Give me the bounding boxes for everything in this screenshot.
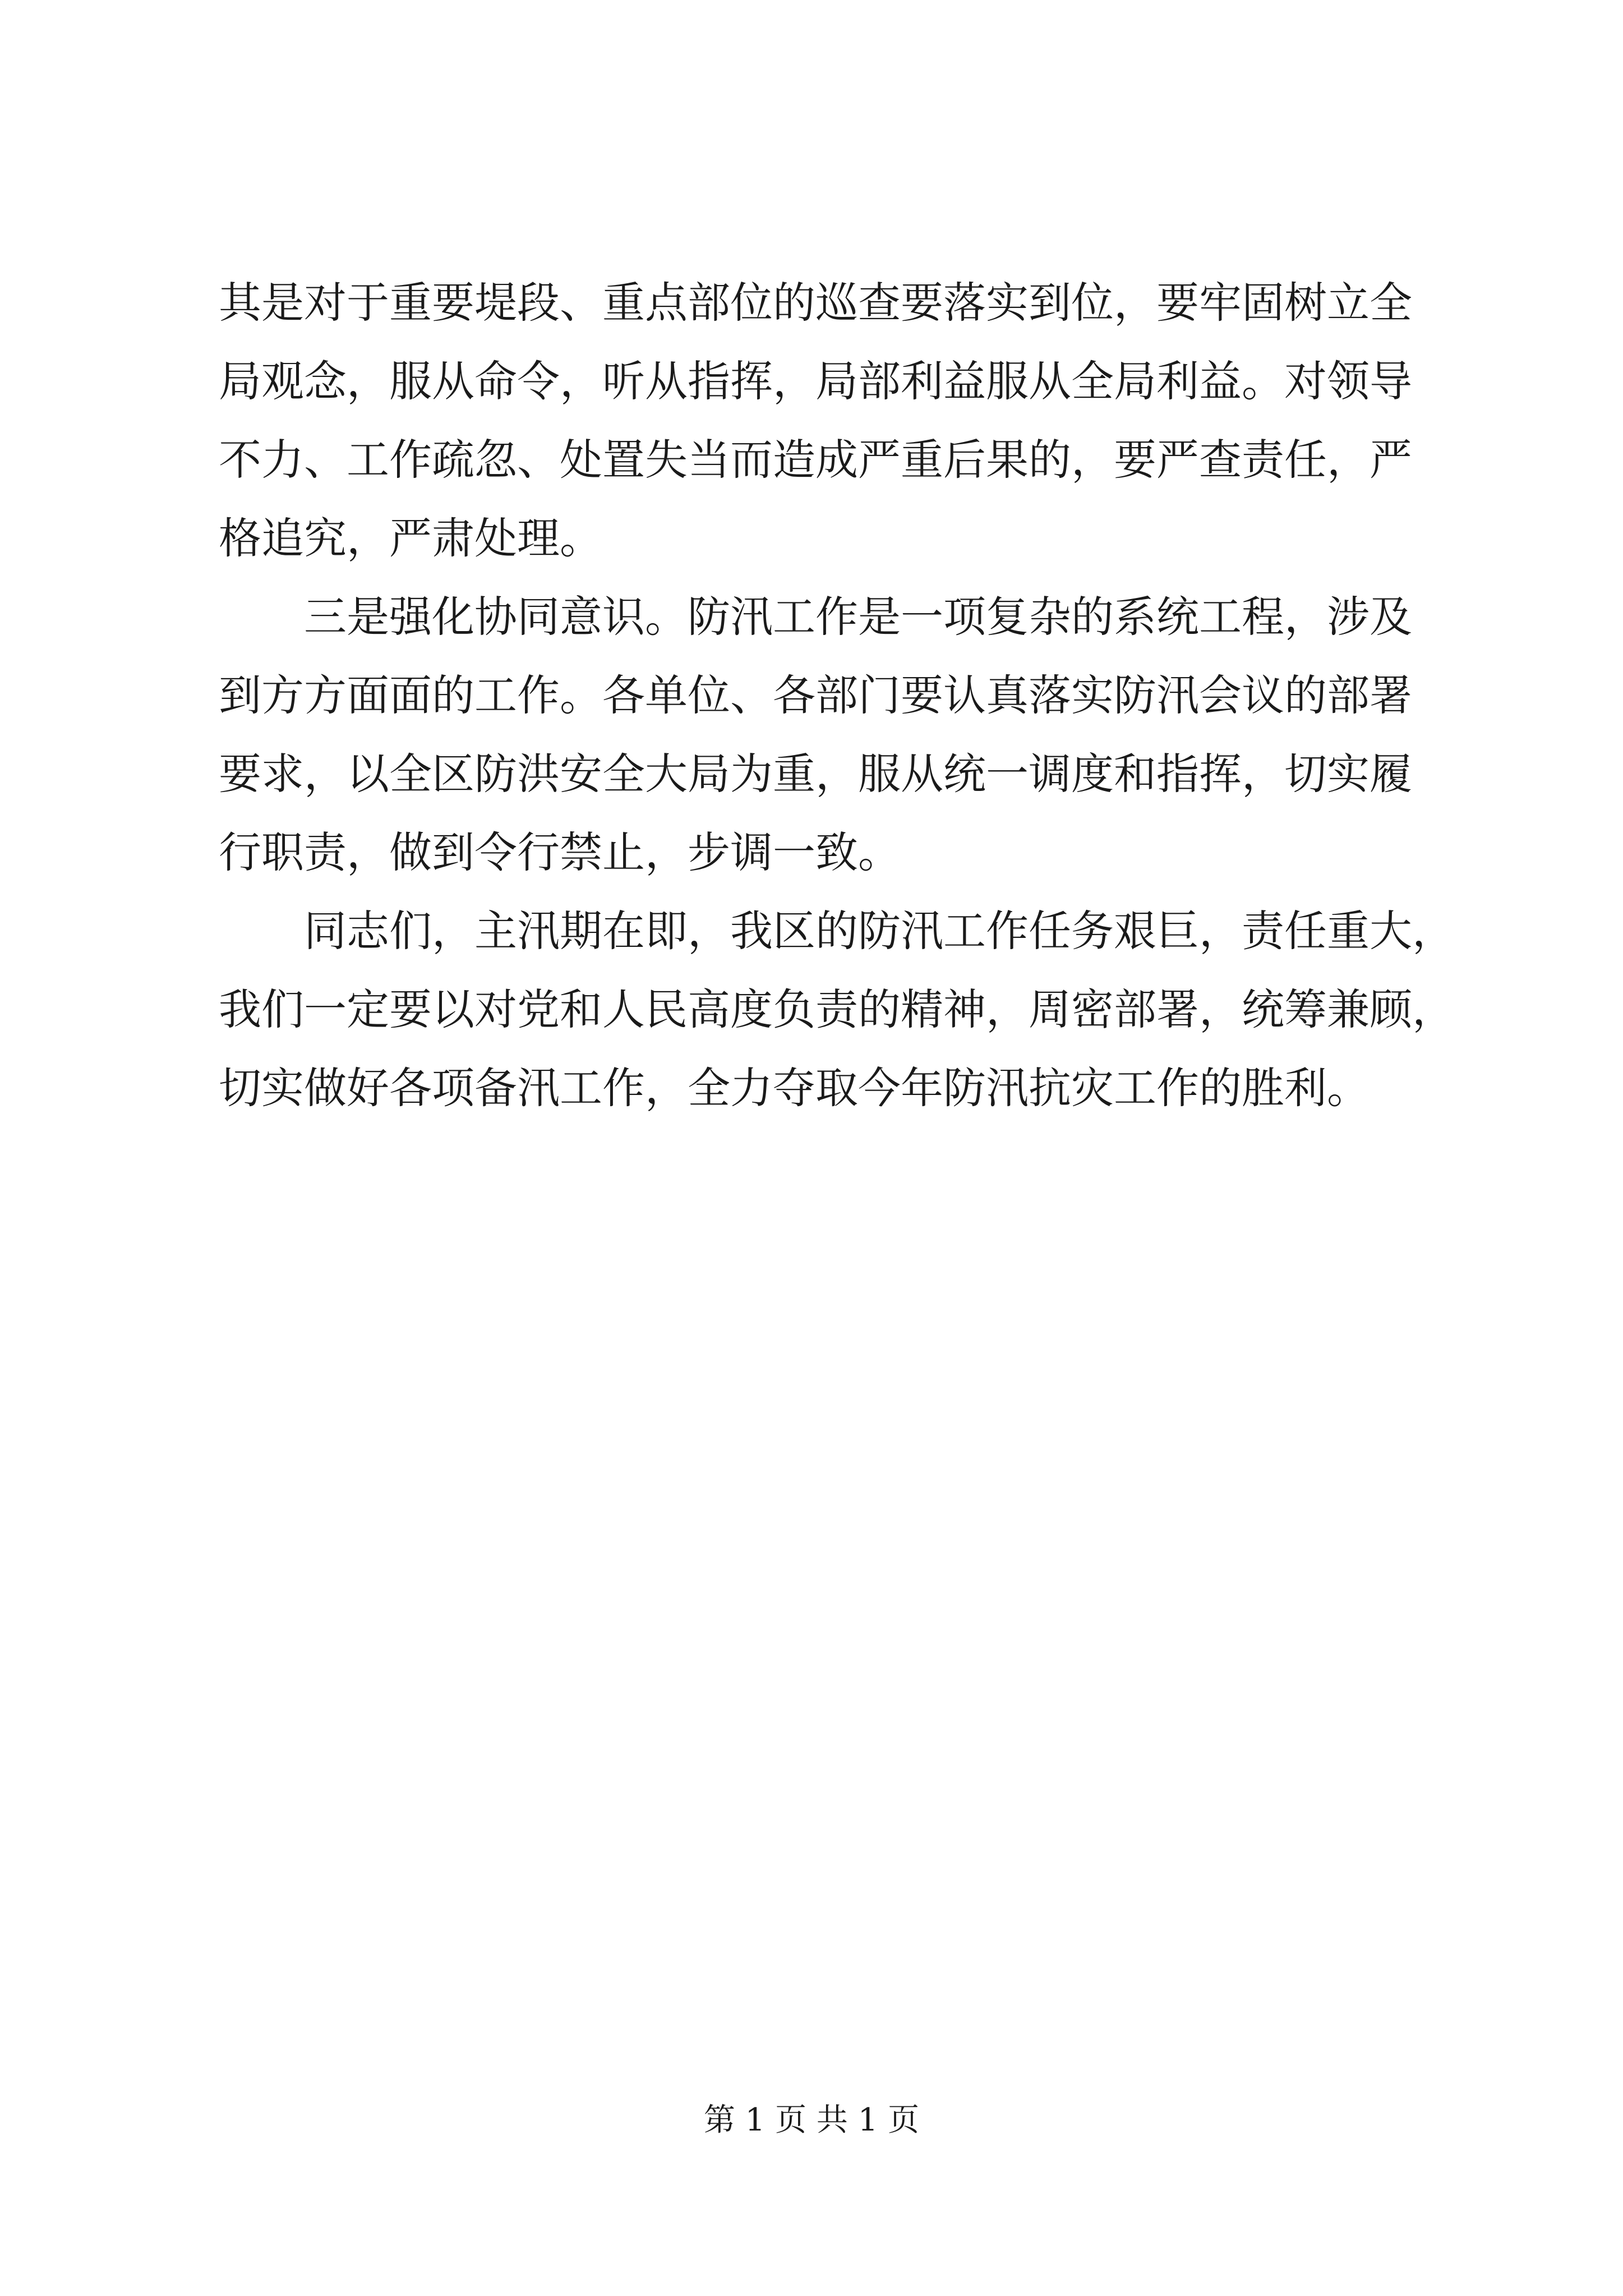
text-line: 要求，以全区防洪安全大局为重，服从统一调度和指挥，切实履 bbox=[219, 749, 1412, 799]
paragraph-2 bbox=[219, 578, 1424, 892]
text-line: 切实做好各项备汛工作，全力夺取今年防汛抗灾工作的胜利。 bbox=[219, 1063, 1370, 1113]
page-footer: 第 1 页 共 1 页 bbox=[703, 2102, 920, 2138]
text-line: 格追究，严肃处理。 bbox=[219, 513, 602, 563]
paragraph-1 bbox=[219, 264, 1424, 578]
document-body bbox=[219, 264, 1455, 1128]
text-line: 不力、工作疏忽、处置失当而造成严重后果的，要严查责任，严 bbox=[219, 435, 1412, 485]
text-line: 其是对于重要堤段、重点部位的巡查要落实到位，要牢固树立全 bbox=[219, 278, 1412, 328]
text-line: 局观念，服从命令，听从指挥，局部利益服从全局利益。对领导 bbox=[219, 356, 1412, 406]
text-line: 我们一定要以对党和人民高度负责的精神，周密部署，统筹兼顾， bbox=[219, 984, 1455, 1034]
text-line: 同志们，主汛期在即，我区的防汛工作任务艰巨，责任重大， bbox=[304, 906, 1455, 956]
text-line: 到方方面面的工作。各单位、各部门要认真落实防汛会议的部署 bbox=[219, 670, 1412, 720]
text-line: 行职责，做到令行禁止，步调一致。 bbox=[219, 827, 901, 877]
paragraph-3 bbox=[219, 892, 1455, 1128]
text-line: 三是强化协同意识。防汛工作是一项复杂的系统工程，涉及 bbox=[304, 592, 1412, 642]
